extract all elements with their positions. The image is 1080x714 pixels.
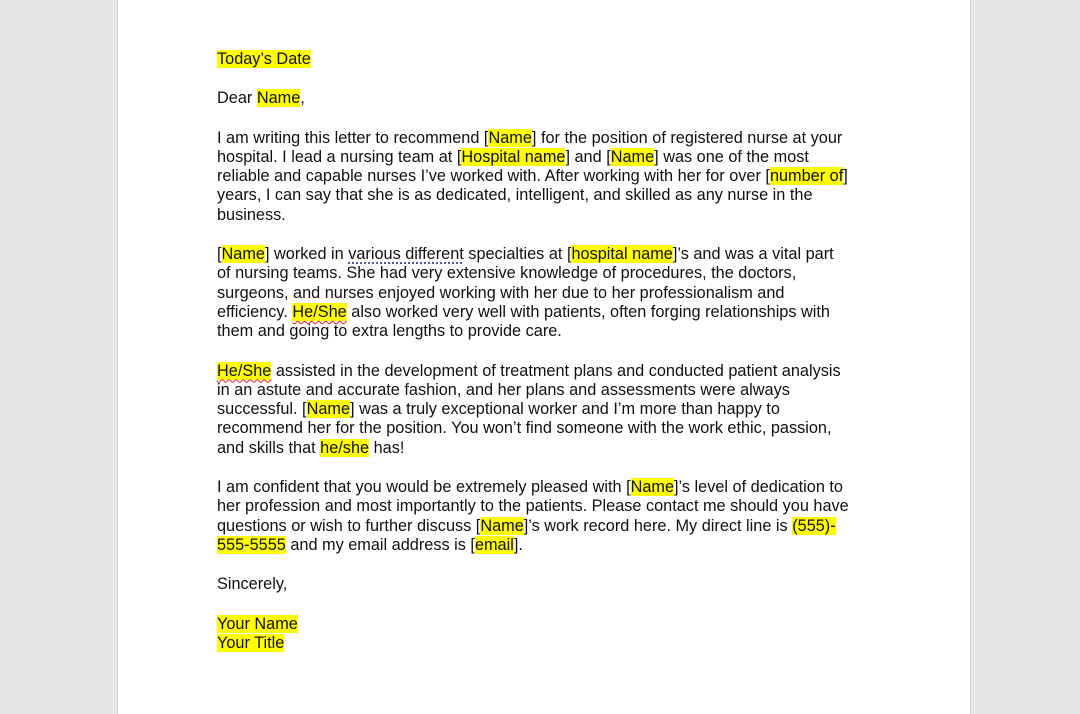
placeholder-name: Name — [306, 400, 351, 419]
closing-line: Sincerely, — [217, 575, 288, 594]
placeholder-date: Today’s Date — [217, 50, 311, 68]
placeholder-your-name: Your Name — [217, 614, 298, 633]
placeholder-phone: (555)- — [792, 516, 836, 535]
placeholder-pronoun[interactable]: He/She — [217, 361, 272, 380]
date-line — [217, 50, 877, 69]
document-page — [118, 0, 970, 714]
signature-title — [217, 634, 877, 653]
signature-name — [217, 615, 877, 634]
placeholder-name: Name — [256, 89, 301, 108]
placeholder-number-of: number of — [769, 167, 844, 186]
greeting-line: Dear Name, — [217, 89, 305, 108]
paragraph-4: I am confident that you would be extremely pleased with [Name]’s level of dedication to her profession and most importantly to the patients. Please contact me should you have questions or wish to further discuss [Name]’s work record here. My direct line is (555)- 555-5555 and my email address is [email]. — [217, 478, 849, 554]
paragraph-2: [Name] worked in various different specialties at [hospital name]’s and was a vital part of nursing teams. She had very extensive knowledge of procedures, the doctors, surgeons, and nurses enjoyed working with her due to her professionalism and efficiency. He/She also worked very well with patients, often forging relationships with them and going to extra lengths to provide care. — [217, 245, 834, 341]
placeholder-phone: 555-5555 — [217, 535, 286, 554]
placeholder-name: Name — [221, 245, 265, 264]
paragraph-1: I am writing this letter to recommend [Name] for the position of registered nurse at your hospital. I lead a nursing team at [Hospital name] and [Name] was one of the most reliable and capable nurses I’ve worked with. After working with her for over [number of] years, I can say that she is as dedicated, intelligent, and skilled as any nurse in the business. — [217, 128, 848, 224]
letter-body[interactable] — [217, 50, 877, 653]
placeholder-hospital-name: hospital name — [571, 245, 673, 264]
placeholder-name: Name — [488, 128, 532, 147]
placeholder-email: email — [474, 535, 514, 554]
placeholder-name: Name — [630, 478, 675, 497]
paragraph-3: He/She assisted in the development of treatment plans and conducted patient analysis in an astute and accurate fashion, and her plans and assessments were always successful. [Name] was a truly exceptional worker and I’m more than happy to recommend her for the position. You won’t find someone with the work ethic, passion, and skills that he/she has! — [217, 361, 841, 457]
placeholder-your-title: Your Title — [217, 633, 285, 652]
placeholder-pronoun: he/she — [320, 438, 370, 457]
placeholder-pronoun[interactable]: He/She — [292, 302, 347, 321]
placeholder-hospital-name: Hospital name — [461, 147, 566, 166]
grammar-flag[interactable]: various different — [348, 245, 464, 264]
placeholder-name: Name — [480, 516, 524, 535]
placeholder-name: Name — [610, 147, 655, 166]
